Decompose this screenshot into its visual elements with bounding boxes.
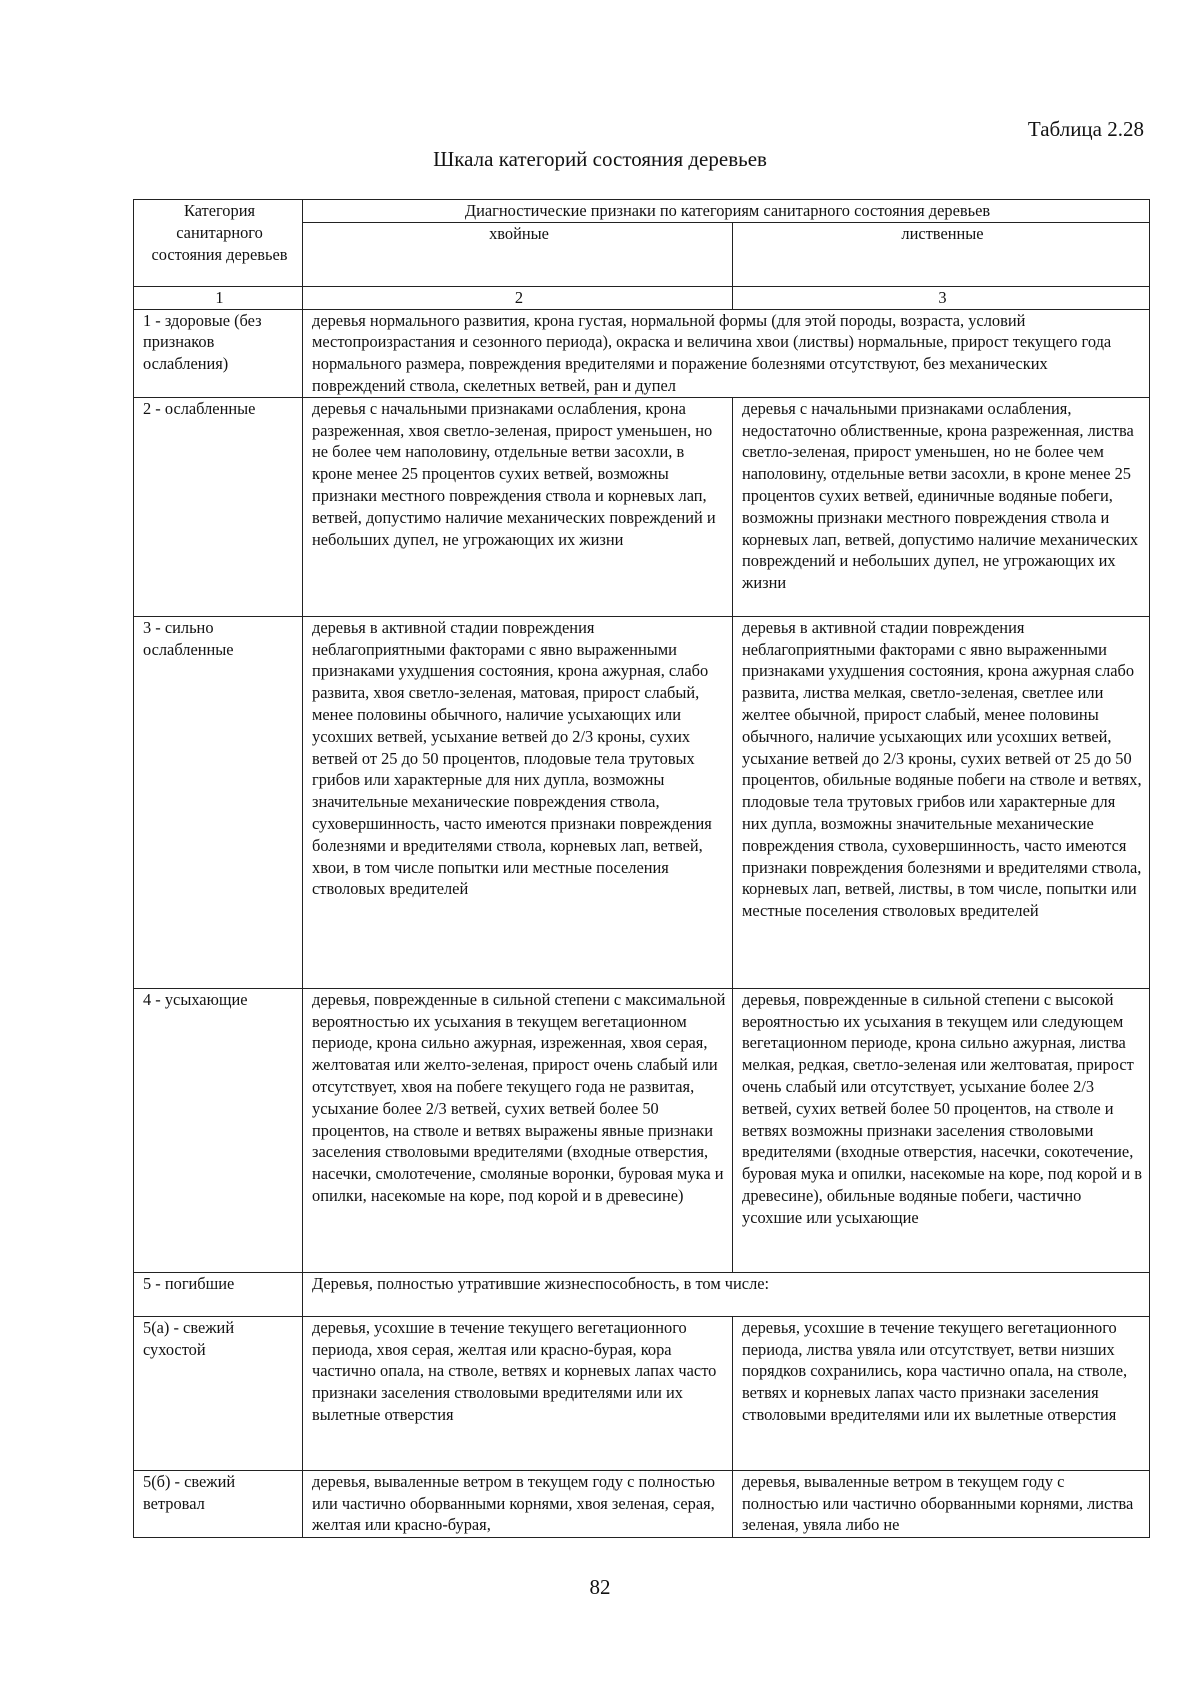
conifers-cell: деревья с начальными признаками ослабления, крона разреженная, хвоя светло-зеленая, прирост уменьшен, но не более чем наполовину, отдельные ветви засохли, в кроне менее 25 процентов сухих ветвей, возможны признаки местного повреждения ствола и корневых лап, ветвей, допустимо наличие механических повреждений и небольших дупел, не угрожающих их жизни bbox=[303, 397, 733, 616]
category-cell: 5 - погибшие bbox=[134, 1272, 303, 1316]
header-category: Категория санитарного состояния деревьев bbox=[134, 200, 303, 287]
table-row bbox=[134, 1470, 1150, 1537]
page-number: 82 bbox=[589, 1575, 611, 1599]
table-number-label: Таблица 2.28 bbox=[1027, 117, 1144, 141]
header-deciduous: лиственные bbox=[733, 222, 1150, 286]
category-cell: 3 - сильно ослабленные bbox=[134, 616, 303, 988]
table-row bbox=[134, 309, 1150, 397]
column-number: 2 bbox=[303, 286, 733, 309]
header-conifers: хвойные bbox=[303, 222, 733, 286]
category-cell: 5(а) - свежий сухостой bbox=[134, 1316, 303, 1470]
conifers-cell: деревья, усохшие в течение текущего вегетационного периода, хвоя серая, желтая или красно-бурая, кора частично опала, на стволе, ветвях и корневых лапах часто признаки заселения стволовыми вредителями или их вылетные отверстия bbox=[303, 1316, 733, 1470]
conifers-cell: деревья в активной стадии повреждения неблагоприятными факторами с явно выраженными признаками ухудшения состояния, крона ажурная, слабо развита, хвоя светло-зеленая, матовая, прирост слабый, менее половины обычного, наличие усыхающих или усохших ветвей, усыхание ветвей до 2/3 кроны, сухих ветвей от 25 до 50 процентов, плодовые тела трутовых грибов или характерные для них дупла, возможны значительные механические повреждения ствола, суховершинность, часто имеются признаки повреждения болезнями и вредителями ствола, корневых лап, ветвей, хвои, в том числе попытки или местные поселения стволовых вредителей bbox=[303, 616, 733, 988]
deciduous-cell: деревья в активной стадии повреждения неблагоприятными факторами с явно выраженными признаками ухудшения состояния, крона ажурная слабо развита, листва мелкая, светло-зеленая, светлее или желтее обычной, прирост слабый, менее половины обычного, наличие усыхающих или усохших ветвей, усыхание ветвей до 2/3 кроны, сухих ветвей от 25 до 50 процентов, обильные водяные побеги на стволе и ветвях, плодовые тела трутовых грибов или характерные для них дупла, возможны значительные механические повреждения ствола, суховершинность, часто имеются признаки повреждения болезнями и вредителями ствола, корневых лап, ветвей, листвы, в том числе, попытки или местные поселения стволовых вредителей bbox=[733, 616, 1150, 988]
table-row bbox=[134, 1316, 1150, 1470]
deciduous-cell: деревья с начальными признаками ослабления, недостаточно облиственные, крона разреженная, листва светло-зеленая, прирост уменьшен, но не более чем наполовину, отдельные ветви засохли, в кроне менее 25 процентов сухих ветвей, единичные водяные побеги, возможны признаки местного повреждения ствола и корневых лап, ветвей, допустимо наличие механических повреждений и небольших дупел, не угрожающих их жизни bbox=[733, 397, 1150, 616]
deciduous-cell: деревья, поврежденные в сильной степени с высокой вероятностью их усыхания в текущем или следующем вегетационном периоде, крона сильно ажурная, листва мелкая, редкая, светло-зеленая или желтоватая, прирост очень слабый или отсутствует, усыхание более 2/3 ветвей, сухих ветвей более 50 процентов, на стволе и ветвях возможны признаки заселения стволовыми вредителями (входные отверстия, насечки, сокотечение, буровая мука и опилки, насекомые на коре, под корой и в древесине), обильные водяные побеги, частично усохшие или усыхающие bbox=[733, 988, 1150, 1272]
diagnostic-combined-cell: деревья нормального развития, крона густая, нормальной формы (для этой породы, возраста, условий местопроизрастания и сезонного периода), окраска и величина хвои (листвы) нормальные, прирост текущего года нормального размера, повреждения вредителями и поражение болезнями отсутствуют, без механических повреждений ствола, скелетных ветвей, ран и дупел bbox=[303, 309, 1150, 397]
column-number: 1 bbox=[134, 286, 303, 309]
table-row bbox=[134, 397, 1150, 616]
category-cell: 2 - ослабленные bbox=[134, 397, 303, 616]
diagnostic-combined-cell: Деревья, полностью утратившие жизнеспособность, в том числе: bbox=[303, 1272, 1150, 1316]
table-number-row bbox=[134, 286, 1150, 309]
conifers-cell: деревья, поврежденные в сильной степени с максимальной вероятностью их усыхания в текущем вегетационном периоде, крона сильно ажурная, изреженная, хвоя серая, желтоватая или желто-зеленая, прирост очень слабый или отсутствует, хвоя на побеге текущего года не развитая, усыхание более 2/3 ветвей, сухих ветвей более 50 процентов, на стволе и ветвях выражены явные признаки заселения стволовыми вредителями (входные отверстия, насечки, смолотечение, смоляные воронки, буровая мука и опилки, насекомые на коре, под корой и в древесине) bbox=[303, 988, 733, 1272]
table-title: Шкала категорий состояния деревьев bbox=[433, 147, 767, 171]
column-number: 3 bbox=[733, 286, 1150, 309]
category-cell: 1 - здоровые (без признаков ослабления) bbox=[134, 309, 303, 397]
table-row bbox=[134, 616, 1150, 988]
deciduous-cell: деревья, усохшие в течение текущего вегетационного периода, листва увяла или отсутствует, ветви низших порядков сохранились, кора частично опала, на стволе, ветвях и корневых лапах часто признаки заселения стволовыми вредителями или их вылетные отверстия bbox=[733, 1316, 1150, 1470]
tree-condition-table bbox=[133, 199, 1150, 1538]
deciduous-cell: деревья, вываленные ветром в текущем году с полностью или частично оборванными корнями, листва зеленая, увяла либо не bbox=[733, 1470, 1150, 1537]
category-cell: 4 - усыхающие bbox=[134, 988, 303, 1272]
table-header-row bbox=[134, 200, 1150, 223]
header-diagnostic: Диагностические признаки по категориям санитарного состояния деревьев bbox=[303, 200, 1150, 223]
conifers-cell: деревья, вываленные ветром в текущем году с полностью или частично оборванными корнями, хвоя зеленая, серая, желтая или красно-бурая, bbox=[303, 1470, 733, 1537]
table-row bbox=[134, 988, 1150, 1272]
table-row bbox=[134, 1272, 1150, 1316]
category-cell: 5(б) - свежий ветровал bbox=[134, 1470, 303, 1537]
